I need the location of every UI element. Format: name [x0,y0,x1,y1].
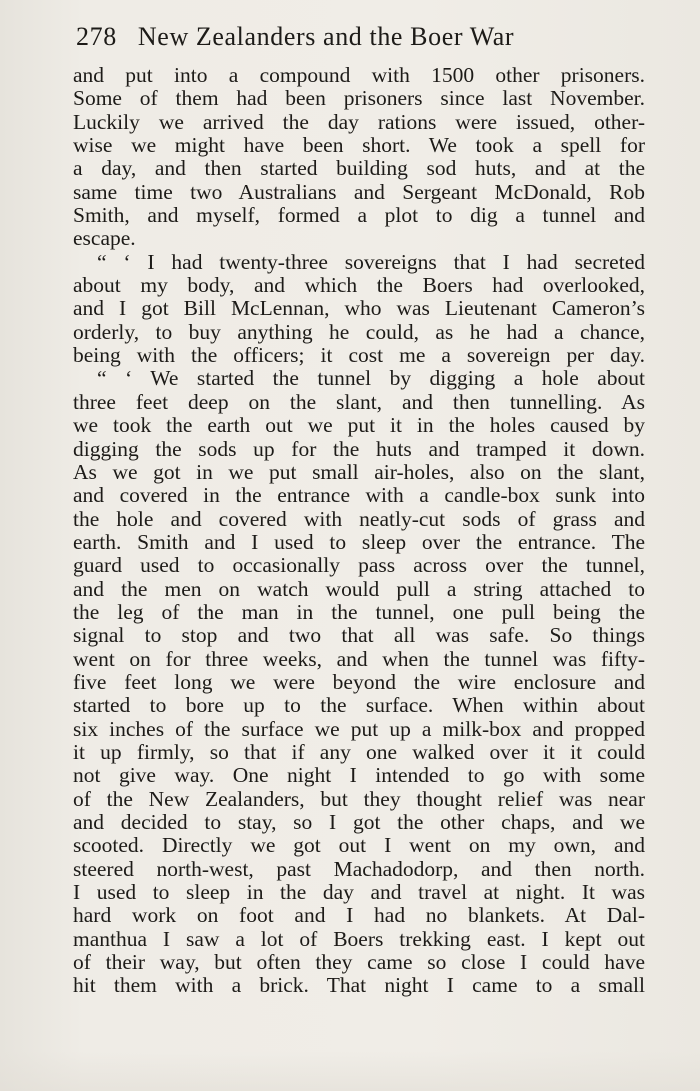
text-line: the hole and covered with neatly-cut sods of grass and [73,506,645,531]
page-number: 278 [76,22,117,51]
text-line: Some of them had been prisoners since last November. [73,86,645,111]
text-line: the leg of the man in the tunnel, one pull being the [73,599,645,624]
text-line: being with the officers; it cost me a sovereign per day. [73,343,645,368]
text-line: hard work on foot and I had no blankets. At Dal- [73,903,645,928]
text-line: and covered in the entrance with a candle-box sunk into [73,483,645,508]
text-line: Luckily we arrived the day rations were issued, other- [73,109,645,134]
text-line: guard used to occasionally pass across over the tunnel, [73,553,645,578]
text-line: and decided to stay, so I got the other chaps, and we [73,810,645,834]
text-line: escape. [73,226,136,251]
text-line: manthua I saw a lot of Boers trekking east. I kept out [73,926,645,951]
body-text [73,64,645,998]
text-line: started to bore up to the surface. When within about [73,693,645,718]
text-line: same time two Australians and Sergeant McDonald, Rob [73,179,645,204]
text-line: of their way, but often they came so close I could have [73,950,645,975]
text-line: three feet deep on the slant, and then tunnelling. As [73,389,645,414]
text-line: of the New Zealanders, but they thought relief was near [73,786,645,811]
text-line: a day, and then started building sod huts, and at the [73,156,645,181]
page-header [76,22,636,56]
text-line: I used to sleep in the day and travel at night. It was [73,880,645,905]
text-line: orderly, to buy anything he could, as he had a chance, [73,319,645,344]
text-line: steered north-west, past Machadodorp, and then north. [73,856,645,881]
text-line: went on for three weeks, and when the tunnel was fifty- [73,646,645,671]
text-line: and put into a compound with 1500 other prisoners. [73,63,645,87]
text-line: and I got Bill McLennan, who was Lieutenant Cameron’s [73,296,645,321]
text-line: digging the sods up for the huts and tramped it down. [73,436,645,461]
text-line: earth. Smith and I used to sleep over the entrance. The [73,529,645,554]
text-line: five feet long we were beyond the wire enclosure and [73,669,645,694]
text-line: signal to stop and two that all was safe. So things [73,623,645,648]
text-line: hit them with a brick. That night I came to a small [73,973,645,998]
text-line: Smith, and myself, formed a plot to dig a tunnel and [73,203,645,228]
text-line: six inches of the surface we put up a milk-box and propped [73,716,645,741]
text-line: and the men on watch would pull a string attached to [73,576,645,601]
text-line: it up firmly, so that if any one walked over it it could [73,739,645,764]
text-line: “ ‘ We started the tunnel by digging a hole about [97,366,645,391]
running-title: New Zealanders and the Boer War [137,22,515,51]
text-line: As we got in we put small air-holes, also on the slant, [73,459,645,484]
text-line: wise we might have been short. We took a spell for [73,133,645,158]
text-line: “ ‘ I had twenty-three sovereigns that I had secreted [97,249,645,274]
text-line: we took the earth out we put it in the holes caused by [73,413,645,438]
text-line: scooted. Directly we got out I went on my own, and [73,833,645,858]
text-line: not give way. One night I intended to go with some [73,763,645,788]
text-line: about my body, and which the Boers had overlooked, [73,273,645,298]
page-bottom-shade [0,1051,700,1091]
